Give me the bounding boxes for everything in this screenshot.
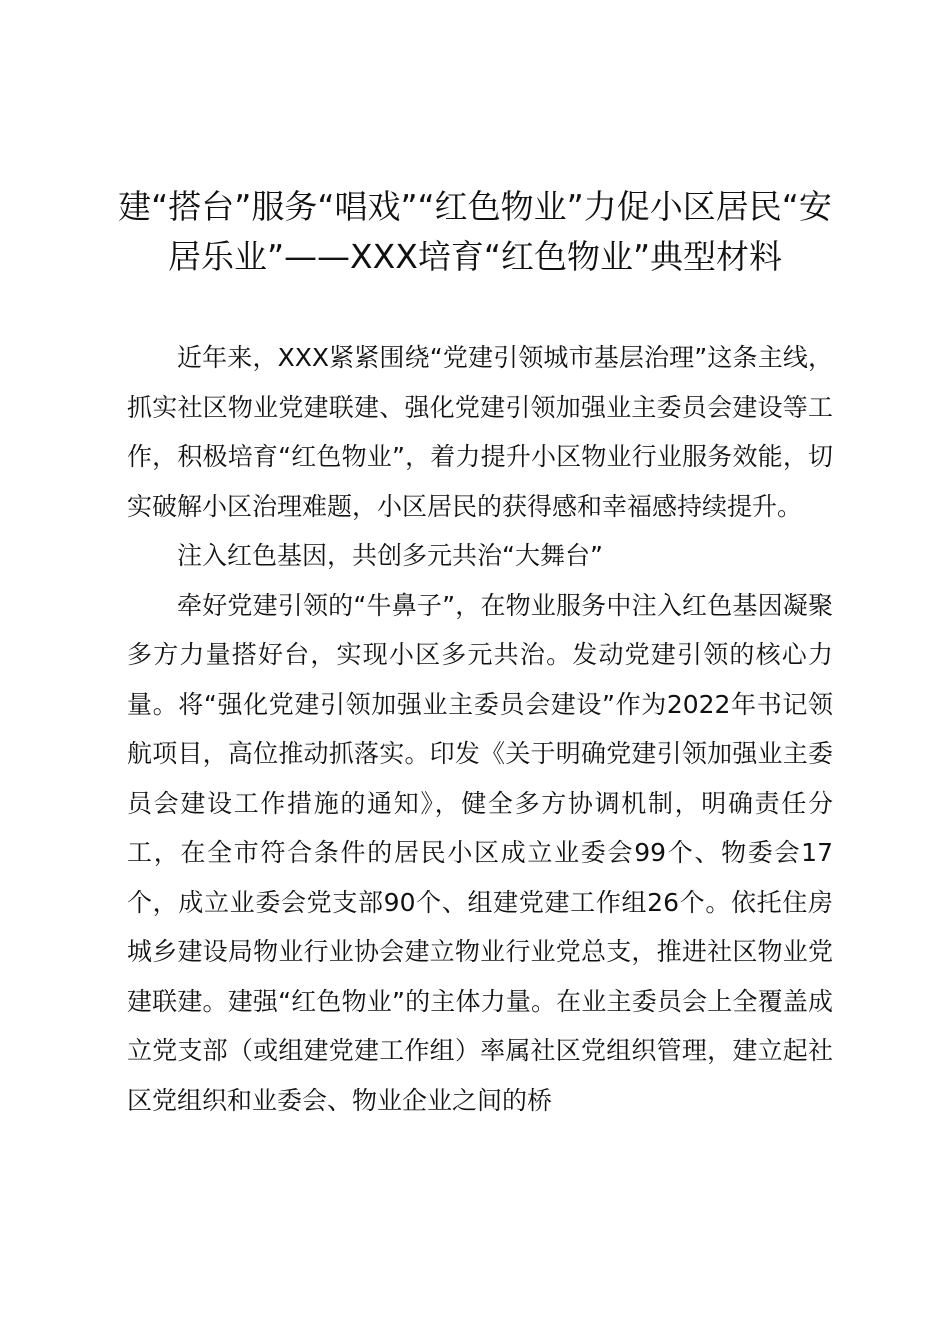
- section-heading: 注入红色基因，共创多元共治“大舞台”: [177, 541, 603, 570]
- paragraph-intro: 近年来，XXX紧紧围绕“党建引领城市基层治理”这条主线，抓实社区物业党建联建、强化党建引领加强业主委员会建设等工作，积极培育“红色物业”，着力提升小区物业行业服务效能，切实破解小区治理难题，小区居民的获得感和幸福感持续提升。: [127, 343, 833, 521]
- document-title: 建“搭台”服务“唱戏”“红色物业”力促小区居民“安居乐业”——XXX培育“红色物业”典型材料: [118, 187, 832, 276]
- paragraph-body: 牵好党建引领的“牛鼻子”，在物业服务中注入红色基因凝聚多方力量搭好台，实现小区多元共治。发动党建引领的核心力量。将“强化党建引领加强业主委员会建设”作为2022年书记领航项目，高位推动抓落实。印发《关于明确党建引领加强业主委员会建设工作措施的通知》，健全多方协调机制，明确责任分工，在全市符合条件的居民小区成立业委会99个、物委会17个，成立业委会党支部90个、组建党建工作组26个。依托住房城乡建设局物业行业协会建立物业行业党总支，推进社区物业党建联建。建强“红色物业”的主体力量。在业主委员会上全覆盖成立党支部（或组建党建工作组）率属社区党组织管理，建立起社区党组织和业委会、物业企业之间的桥: [127, 590, 833, 1115]
- document-body: [127, 333, 833, 1125]
